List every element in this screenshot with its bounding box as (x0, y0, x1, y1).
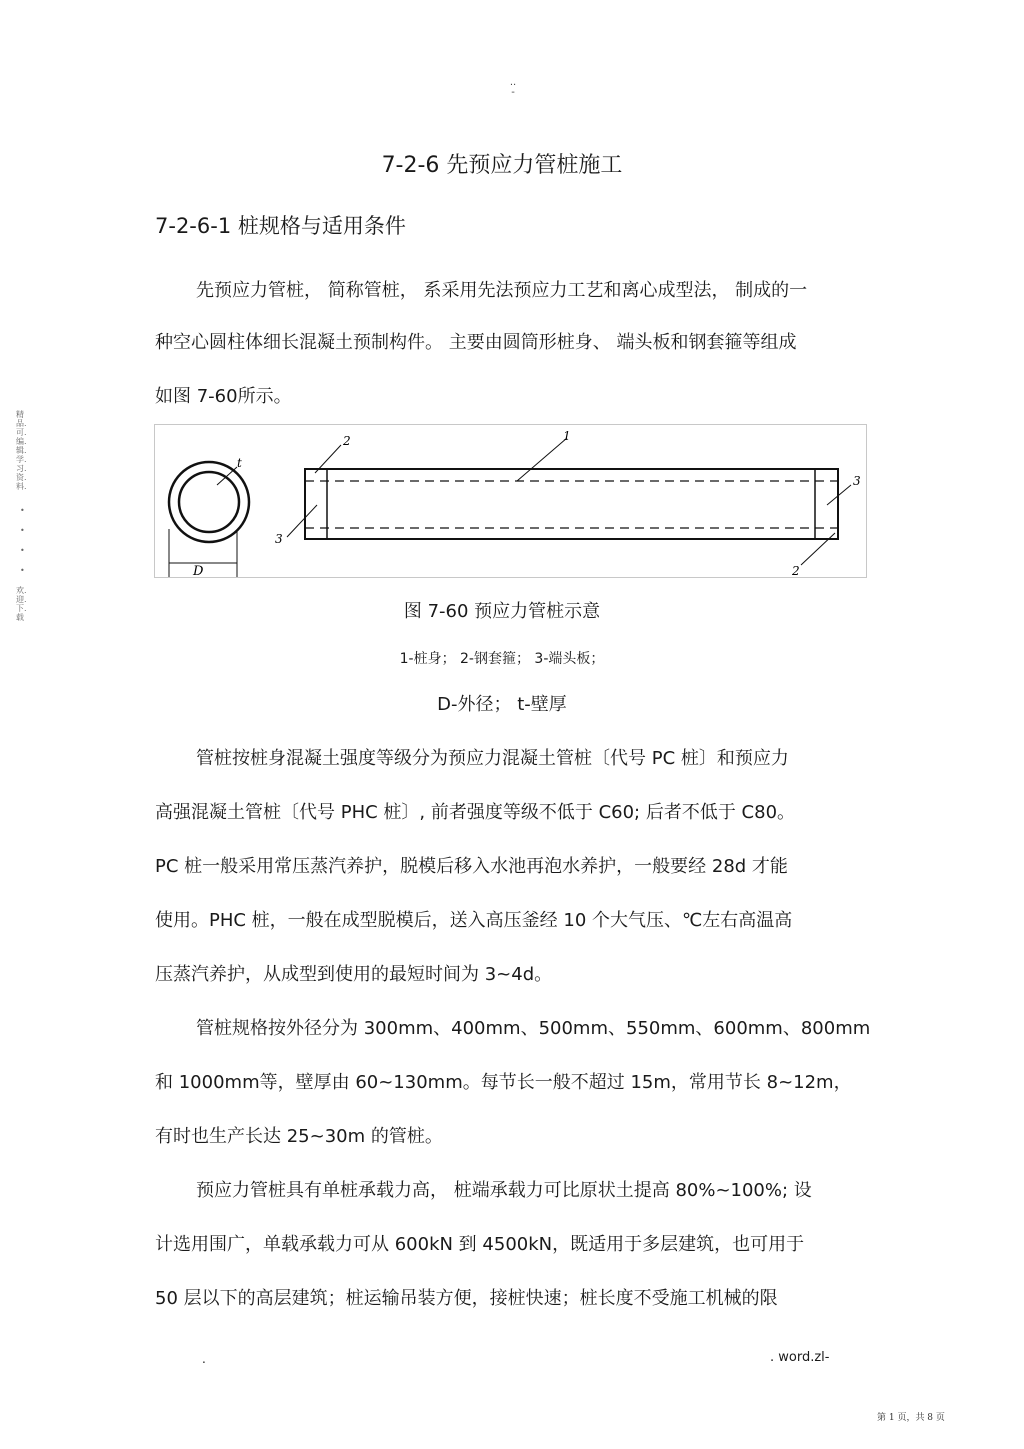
footer-watermark: . word.zl- (770, 1350, 830, 1365)
paragraph-1-line-2: 种空心圆柱体细长混凝土预制构件。 主要由圆筒形桩身、 端头板和钢套箍等组成 (155, 332, 797, 353)
paragraph-3-line-3: 有时也生产长达 25~30m 的管桩。 (155, 1126, 443, 1147)
figure-legend-line-2: D-外径； t-壁厚 (437, 694, 567, 715)
sidebar-dot: • (20, 526, 25, 535)
paragraph-3-line-2: 和 1000mm等，壁厚由 60~130mm。每节长一般不超过 15m，常用节长 8~12m， (155, 1072, 852, 1093)
paragraph-2-line-1: 管桩按桩身混凝土强度等级分为预应力混凝土管桩〔代号 PC 桩〕和预应力 (196, 748, 789, 769)
sidebar-watermark-bottom: 欢.迎.下.载 (16, 586, 27, 622)
page-title: 7-2-6 先预应力管桩施工 (381, 153, 623, 178)
figure-caption: 图 7-60 预应力管桩示意 (403, 601, 601, 622)
inner-circle (179, 472, 239, 532)
label-2-bottom: 2 (792, 564, 800, 577)
label-3-right: 3 (853, 474, 861, 488)
sidebar-dot: • (20, 546, 25, 555)
leader-3-left (287, 505, 317, 537)
sidebar-dot: • (20, 566, 25, 575)
label-3-left: 3 (275, 532, 283, 546)
t-leader-line (217, 467, 237, 485)
figure-legend-line-1: 1-桩身； 2-钢套箍； 3-端头板； (399, 651, 605, 667)
pile-diagram (155, 425, 866, 577)
paragraph-4-line-2: 计选用围广，单载承载力可从 600kN 到 4500kN，既适用于多层建筑，也可用于 (155, 1234, 805, 1255)
paragraph-2-line-2: 高强混凝土管桩〔代号 PHC 桩〕, 前者强度等级不低于 C60; 后者不低于 C80。 (155, 802, 796, 823)
header-mark: .. - (509, 77, 517, 98)
paragraph-2-line-4: 使用。PHC 桩，一般在成型脱模后，送入高压釜经 10 个大气压、℃左右高温高 (155, 910, 793, 931)
leader-1 (517, 438, 567, 481)
page-number: 第 1 页，共 8 页 (877, 1413, 945, 1423)
paragraph-4-line-1: 预应力管桩具有单桩承载力高， 桩端承载力可比原状土提高 80%~100%; 设 (196, 1180, 812, 1201)
label-1: 1 (563, 429, 571, 443)
sidebar-dot: • (20, 506, 25, 515)
leader-2-bottom (801, 533, 835, 565)
pile-diagram-figure (154, 424, 867, 578)
paragraph-4-line-3: 50 层以下的高层建筑；桩运输吊装方便，接桩快速；桩长度不受施工机械的限 (155, 1288, 778, 1309)
label-t: t (237, 456, 242, 470)
paragraph-3-line-1: 管桩规格按外径分为 300mm、400mm、500mm、550mm、600mm、800mm (196, 1018, 871, 1039)
paragraph-1-line-3: 如图 7-60所示。 (155, 386, 292, 407)
paragraph-1-line-1: 先预应力管桩， 简称管桩， 系采用先法预应力工艺和离心成型法， 制成的一 (196, 280, 808, 301)
section-title: 7-2-6-1 桩规格与适用条件 (155, 214, 406, 238)
paragraph-2-line-5: 压蒸汽养护，从成型到使用的最短时间为 3~4d。 (155, 964, 553, 985)
label-2-top: 2 (343, 434, 351, 448)
sidebar-watermark-top: 精品.可.编.辑.学.习.资.料. (16, 410, 27, 491)
footer-dot: . (202, 1352, 206, 1366)
label-D: D (193, 564, 204, 577)
paragraph-2-line-3: PC 桩一般采用常压蒸汽养护，脱模后移入水池再泡水养护，一般要经 28d 才能 (155, 856, 788, 877)
